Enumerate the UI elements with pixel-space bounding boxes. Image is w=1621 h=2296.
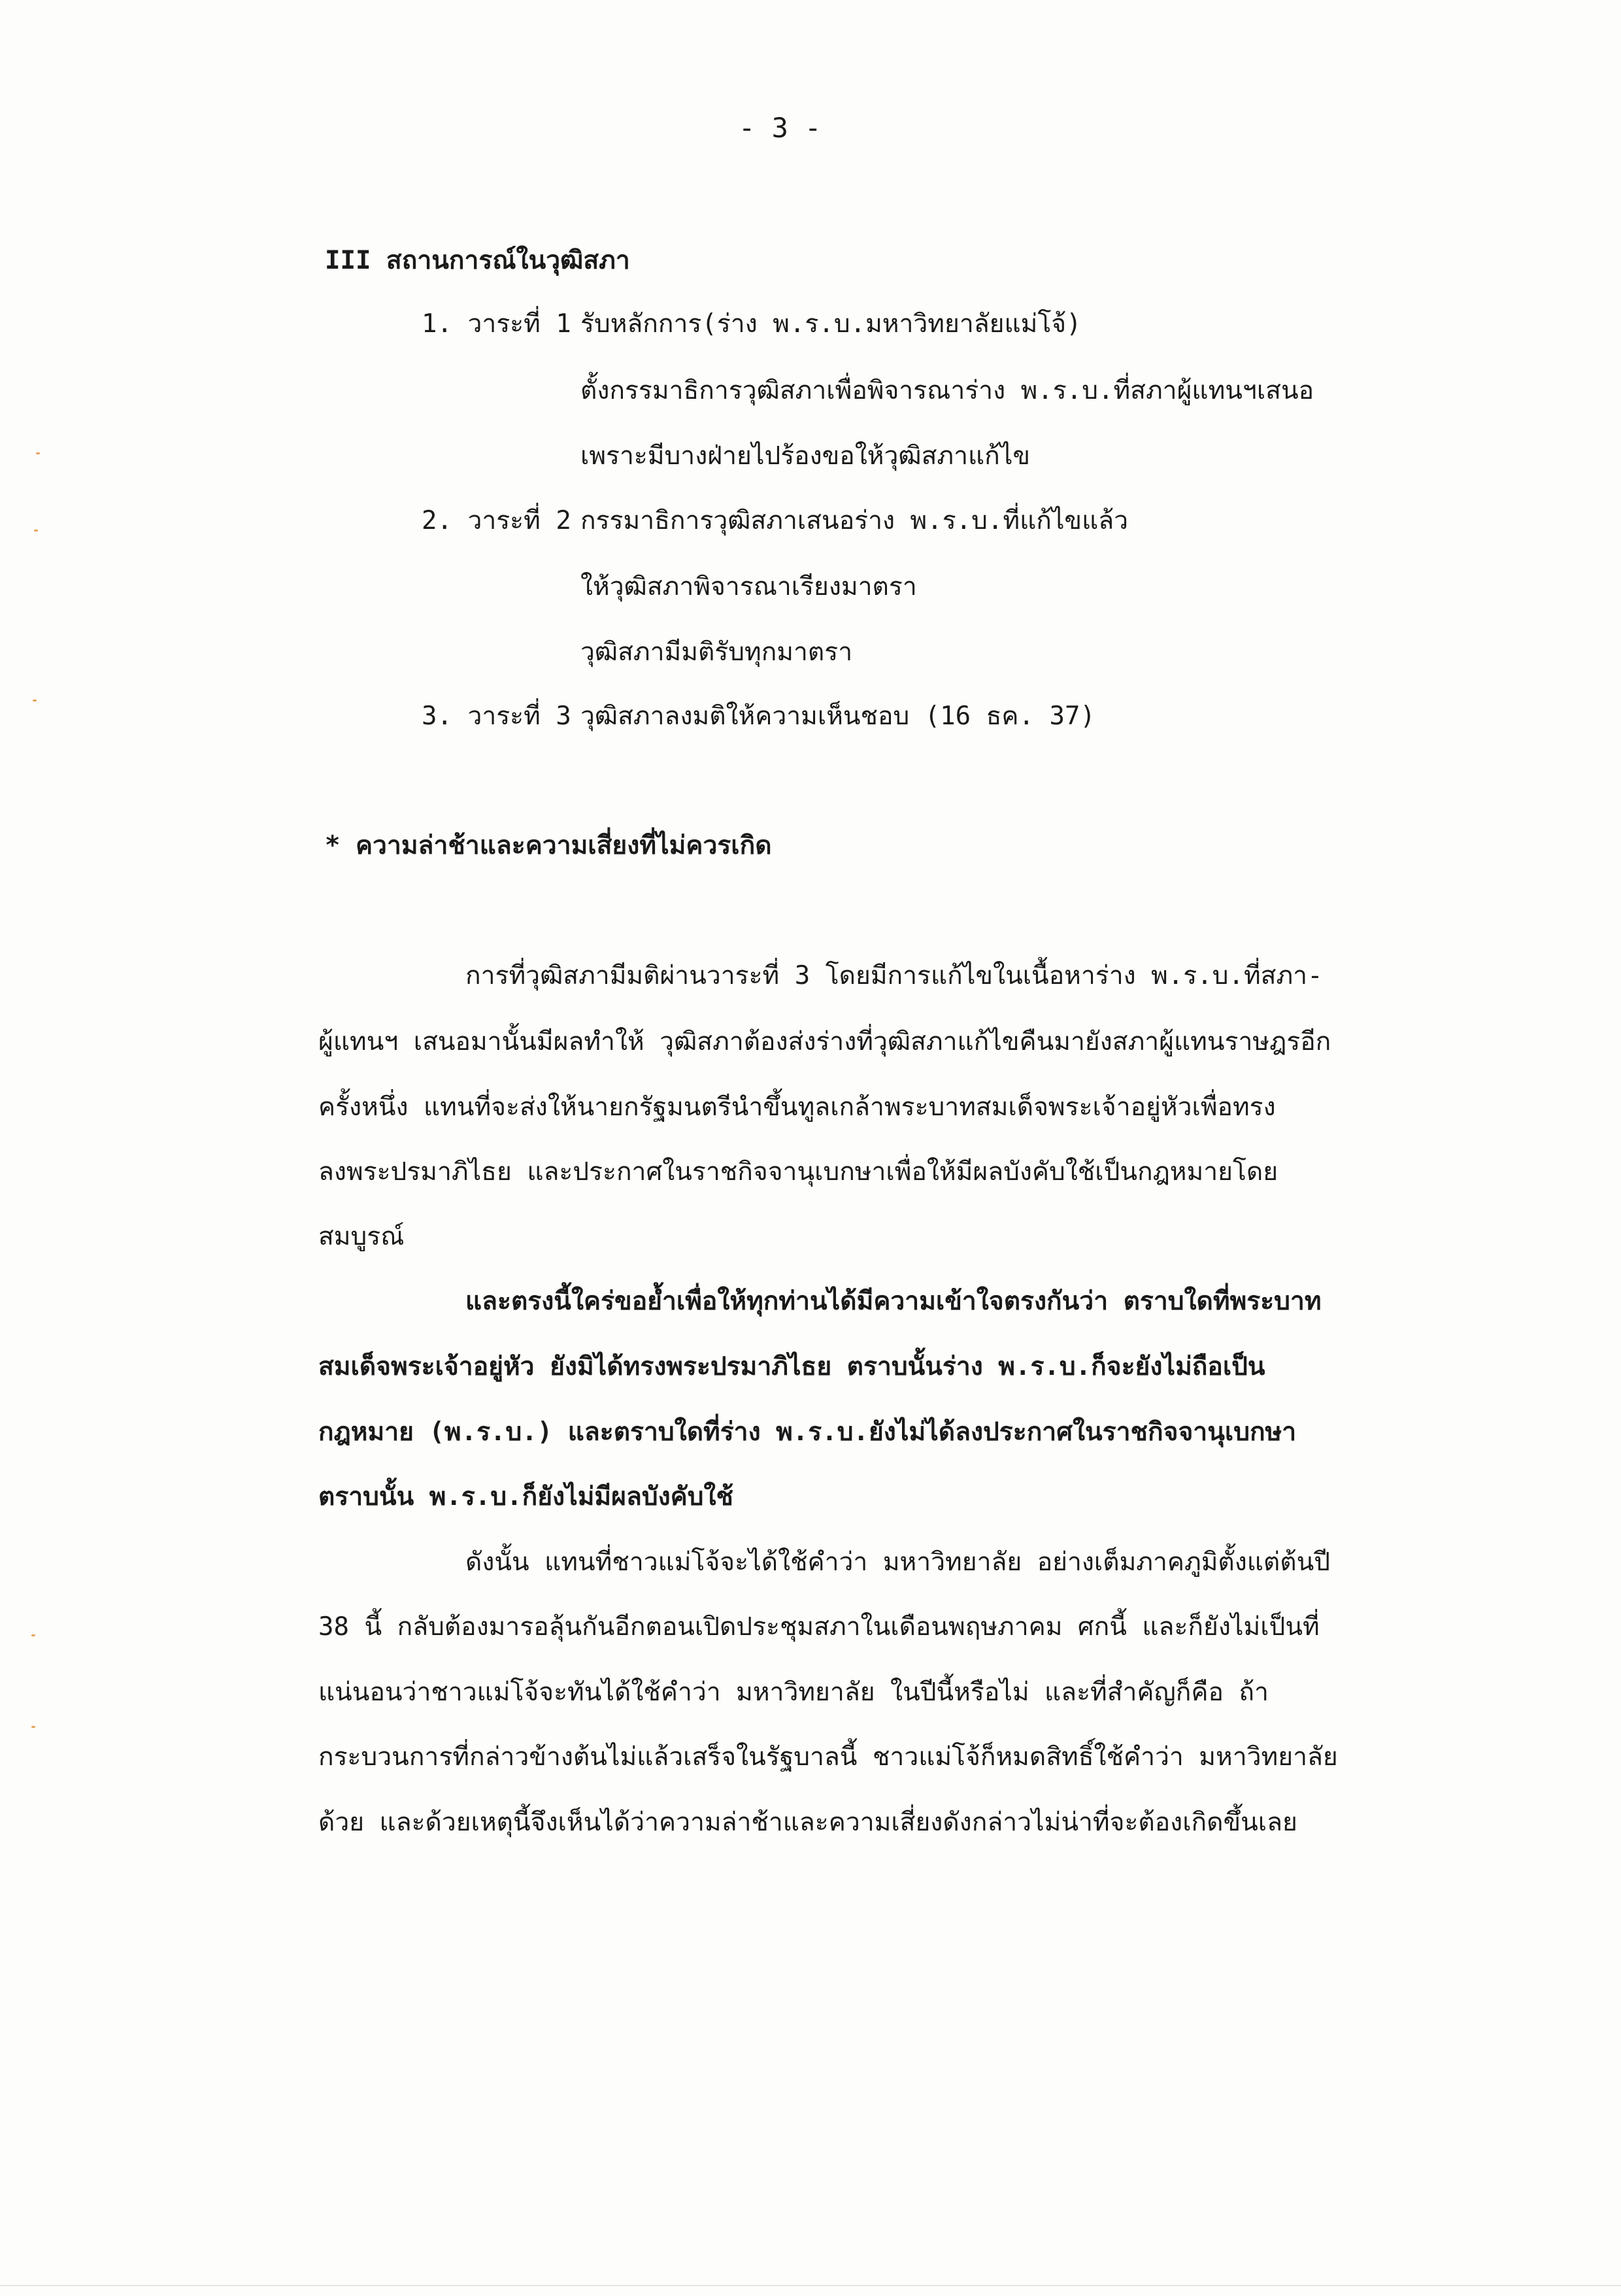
paragraph-1-line-4: ลงพระปรมาภิไธย และประกาศในราชกิจจานุเบกษาเพื่อให้มีผลบังคับใช้เป็นกฎหมายโดย xyxy=(318,1157,1278,1187)
paragraph-3-line-1: ดังนั้น แทนที่ชาวแม่โจ้จะได้ใช้คำว่า มหาวิทยาลัย อย่างเต็มภาคภูมิตั้งแต่ต้นปี xyxy=(465,1547,1330,1577)
item-2-label: 2. วาระที่ 2 xyxy=(422,506,571,535)
section-heading: III สถานการณ์ในวุฒิสภา xyxy=(325,246,630,275)
scan-speck xyxy=(31,1634,35,1636)
scan-speck xyxy=(33,700,37,701)
item-2-line-2: ให้วุฒิสภาพิจารณาเรียงมาตรา xyxy=(580,572,917,601)
paragraph-3-line-2: 38 นี้ กลับต้องมารอลุ้นกันอีกตอนเปิดประชุมสภาในเดือนพฤษภาคม ศกนี้ และก็ยังไม่เป็นที่ xyxy=(318,1612,1320,1642)
scan-speck xyxy=(34,530,38,532)
paragraph-2-line-3: กฎหมาย (พ.ร.บ.) และตราบใดที่ร่าง พ.ร.บ.ยังไม่ได้ลงประกาศในราชกิจจานุเบกษา xyxy=(318,1417,1297,1447)
item-2-line-1: กรรมาธิการวุฒิสภาเสนอร่าง พ.ร.บ.ที่แก้ไขแล้ว xyxy=(580,506,1129,535)
scan-speck xyxy=(36,452,40,454)
paragraph-3-line-3: แน่นอนว่าชาวแม่โจ้จะทันได้ใช้คำว่า มหาวิทยาลัย ในปีนี้หรือไม่ และที่สำคัญก็คือ ถ้า xyxy=(318,1678,1269,1707)
scan-speck xyxy=(31,1726,35,1728)
item-3-line-1: วุฒิสภาลงมติให้ความเห็นชอบ (16 ธค. 37) xyxy=(580,701,1095,731)
paragraph-1-line-5: สมบูรณ์ xyxy=(318,1222,405,1251)
paragraph-3-line-4: กระบวนการที่กล่าวข้างต้นไม่แล้วเสร็จในรัฐบาลนี้ ชาวแม่โจ้ก็หมดสิทธิ์ใช้คำว่า มหาวิทยาลัย xyxy=(318,1742,1338,1772)
item-1-label: 1. วาระที่ 1 xyxy=(422,309,571,339)
item-3-label: 3. วาระที่ 3 xyxy=(422,701,571,731)
paragraph-3-line-5: ด้วย และด้วยเหตุนี้จึงเห็นได้ว่าความล่าช้าและความเสี่ยงดังกล่าวไม่น่าที่จะต้องเกิดขึ้นเลย xyxy=(318,1808,1297,1837)
item-1-line-3: เพราะมีบางฝ่ายไปร้องขอให้วุฒิสภาแก้ไข xyxy=(580,441,1031,471)
item-1-line-1: รับหลักการ(ร่าง พ.ร.บ.มหาวิทยาลัยแม่โจ้) xyxy=(580,309,1082,339)
paragraph-2-line-4: ตราบนั้น พ.ร.บ.ก็ยังไม่มีผลบังคับใช้ xyxy=(318,1482,734,1511)
paragraph-2-line-2: สมเด็จพระเจ้าอยู่หัว ยังมิได้ทรงพระปรมาภิไธย ตราบนั้นร่าง พ.ร.บ.ก็จะยังไม่ถือเป็น xyxy=(318,1352,1265,1381)
item-2-line-3: วุฒิสภามีมติรับทุกมาตรา xyxy=(580,637,853,667)
risk-heading: * ความล่าช้าและความเสี่ยงที่ไม่ควรเกิด xyxy=(325,831,772,860)
bottom-scan-edge xyxy=(0,2285,1621,2286)
paragraph-1-line-1: การที่วุฒิสภามีมติผ่านวาระที่ 3 โดยมีการแก้ไขในเนื้อหาร่าง พ.ร.บ.ที่สภา- xyxy=(465,961,1323,990)
paragraph-1-line-3: ครั้งหนึ่ง แทนที่จะส่งให้นายกรัฐมนตรีนำขึ้นทูลเกล้าพระบาทสมเด็จพระเจ้าอยู่หัวเพื่อทรง xyxy=(318,1092,1276,1122)
item-1-line-2: ตั้งกรรมาธิการวุฒิสภาเพื่อพิจารณาร่าง พ.ร.บ.ที่สภาผู้แทนฯเสนอ xyxy=(580,376,1314,405)
paragraph-1-line-2: ผู้แทนฯ เสนอมานั้นมีผลทำให้ วุฒิสภาต้องส่งร่างที่วุฒิสภาแก้ไขคืนมายังสภาผู้แทนราษฎรอีก xyxy=(318,1027,1331,1056)
paragraph-2-line-1: และตรงนี้ใคร่ขอย้ำเพื่อให้ทุกท่านได้มีความเข้าใจตรงกันว่า ตราบใดที่พระบาท xyxy=(465,1287,1322,1316)
page-number: - 3 - xyxy=(739,112,822,144)
